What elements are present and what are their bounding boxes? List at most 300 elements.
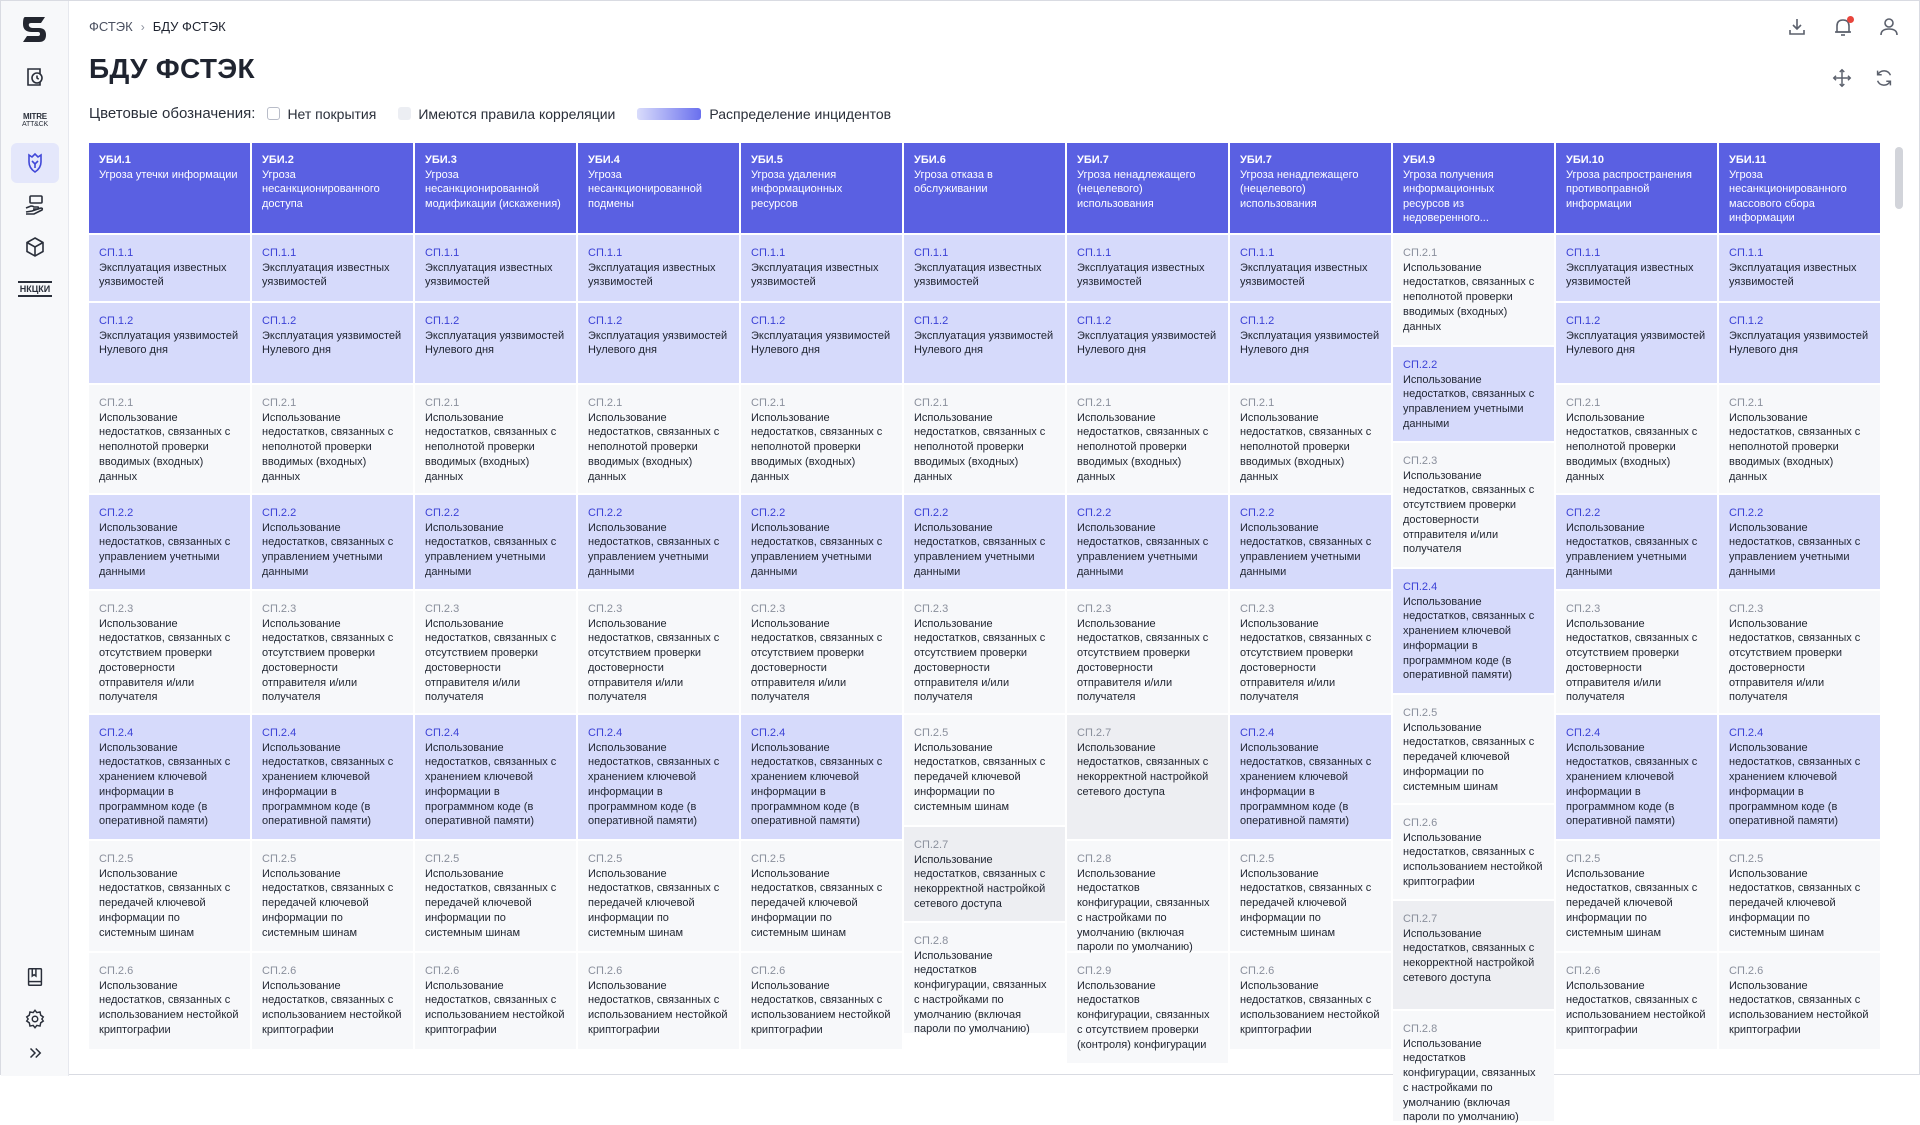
method-name: Использование недостатков, связанных с отсутствием проверки достоверности отправителя и/или получателя — [1729, 617, 1861, 704]
method-code: СП.1.1 — [425, 247, 460, 259]
column-header[interactable] — [1556, 143, 1717, 233]
method-code: СП.2.3 — [751, 603, 786, 615]
method-code: СП.2.2 — [1240, 507, 1275, 519]
method-code: СП.2.3 — [1240, 603, 1275, 615]
matrix-cell[interactable] — [89, 715, 250, 839]
method-name: Использование недостатков, связанных с отсутствием проверки достоверности отправителя и/или получателя — [914, 617, 1046, 704]
method-code: СП.1.1 — [1566, 247, 1601, 259]
matrix-cell[interactable] — [741, 495, 902, 589]
matrix-cell[interactable] — [1393, 1011, 1554, 1124]
color-legend — [89, 105, 913, 122]
method-code: СП.2.2 — [751, 507, 786, 519]
method-name: Эксплуатация уязвимостей Нулевого дня — [99, 329, 239, 357]
method-name: Использование недостатков, связанных с использованием нестойкой криптографии — [99, 979, 239, 1036]
threat-code: УБИ.11 — [1729, 154, 1767, 166]
method-code: СП.2.6 — [262, 965, 297, 977]
matrix-cell[interactable] — [415, 495, 576, 589]
matrix-cell[interactable] — [741, 591, 902, 713]
matrix-column — [252, 143, 413, 1121]
matrix-cell[interactable] — [89, 841, 250, 951]
matrix-cell[interactable] — [904, 495, 1065, 589]
method-code: СП.2.3 — [1566, 603, 1601, 615]
matrix-cell[interactable] — [1067, 495, 1228, 589]
method-code: СП.1.2 — [914, 315, 949, 327]
method-name: Использование недостатков конфигурации, связанных с настройками по умолчанию (включая пароли по умолчанию) — [1077, 867, 1210, 954]
method-code: СП.2.2 — [425, 507, 460, 519]
method-code: СП.2.4 — [99, 727, 134, 739]
method-code: СП.2.3 — [588, 603, 623, 615]
method-code: СП.2.7 — [1403, 913, 1438, 925]
matrix-cell[interactable] — [1556, 715, 1717, 839]
matrix-cell[interactable] — [1556, 841, 1717, 951]
method-name: Эксплуатация известных уязвимостей — [1566, 261, 1694, 289]
matrix-cell[interactable] — [904, 385, 1065, 493]
threat-name: Угроза получения информационных ресурсов из недоверенного... — [1403, 168, 1495, 224]
sidebar-item-fstec[interactable] — [11, 143, 59, 183]
matrix-cell[interactable] — [578, 385, 739, 493]
method-code: СП.2.3 — [262, 603, 297, 615]
matrix-cell[interactable] — [1393, 569, 1554, 693]
nkcki-label: НКЦКИ — [18, 281, 53, 297]
method-code: СП.2.2 — [1566, 507, 1601, 519]
matrix-cell[interactable] — [1230, 385, 1391, 493]
matrix-cell[interactable] — [415, 235, 576, 301]
method-code: СП.2.1 — [914, 397, 949, 409]
user-profile-button[interactable] — [1877, 15, 1901, 39]
gear-icon — [24, 1008, 46, 1030]
matrix-cell[interactable] — [741, 303, 902, 383]
method-name: Использование недостатков, связанных с управлением учетными данными — [425, 521, 557, 578]
matrix-cell[interactable] — [741, 715, 902, 839]
method-name: Использование недостатков, связанных с неполнотой проверки вводимых (входных) данных — [588, 411, 720, 483]
method-name: Использование недостатков, связанных с отсутствием проверки достоверности отправителя и/или получателя — [1566, 617, 1698, 704]
threat-code: УБИ.1 — [99, 154, 131, 166]
method-name: Использование недостатков, связанных с передачей ключевой информации по системным шинам — [1566, 867, 1698, 939]
method-name: Использование недостатков, связанных с управлением учетными данными — [262, 521, 394, 578]
method-code: СП.2.4 — [1240, 727, 1275, 739]
mitre-label: MITRE — [23, 112, 47, 121]
matrix-cell[interactable] — [1719, 715, 1880, 839]
method-code: СП.2.3 — [99, 603, 134, 615]
matrix-cell[interactable] — [904, 235, 1065, 301]
double-chevron-right-icon — [26, 1044, 44, 1062]
eagle-shield-icon — [23, 151, 47, 175]
matrix-cell[interactable] — [415, 715, 576, 839]
method-code: СП.2.6 — [425, 965, 460, 977]
matrix-column — [89, 143, 250, 1121]
legend-item-no-coverage — [267, 106, 376, 122]
method-code: СП.2.8 — [1403, 1023, 1438, 1035]
matrix-cell[interactable] — [89, 385, 250, 493]
method-name: Использование недостатков, связанных с управлением учетными данными — [1566, 521, 1698, 578]
method-code: СП.2.6 — [1566, 965, 1601, 977]
matrix-column — [1230, 143, 1391, 1121]
threat-name: Угроза несанкционированной модификации (искажения) — [425, 168, 561, 210]
matrix-cell[interactable] — [741, 841, 902, 951]
method-name: Использование недостатков, связанных с управлением учетными данными — [99, 521, 231, 578]
method-code: СП.2.3 — [914, 603, 949, 615]
sidebar — [1, 1, 69, 1076]
matrix-cell[interactable] — [578, 235, 739, 301]
matrix-cell[interactable] — [1393, 901, 1554, 1009]
method-code: СП.2.2 — [262, 507, 297, 519]
method-code: СП.2.5 — [914, 727, 949, 739]
download-icon — [1785, 15, 1809, 39]
method-code: СП.1.2 — [1566, 315, 1601, 327]
method-name: Использование недостатков, связанных с неполнотой проверки вводимых (входных) данных — [914, 411, 1046, 483]
matrix-cell[interactable] — [89, 303, 250, 383]
matrix-cell[interactable] — [1556, 953, 1717, 1049]
matrix-column — [1556, 143, 1717, 1121]
method-code: СП.1.1 — [262, 247, 297, 259]
matrix-cell[interactable] — [1719, 841, 1880, 951]
column-header[interactable] — [741, 143, 902, 233]
matrix-cell[interactable] — [415, 953, 576, 1049]
method-code: СП.1.1 — [1240, 247, 1275, 259]
method-name: Использование недостатков, связанных с отсутствием проверки достоверности отправителя и/или получателя — [425, 617, 557, 704]
matrix-cell[interactable] — [1067, 841, 1228, 954]
matrix-cell[interactable] — [1230, 495, 1391, 589]
method-name: Использование недостатков, связанных с неполнотой проверки вводимых (входных) данных — [1240, 411, 1372, 483]
column-header[interactable] — [252, 143, 413, 233]
column-header[interactable] — [1067, 143, 1228, 233]
matrix-cell[interactable] — [1393, 695, 1554, 803]
matrix-cell[interactable] — [252, 841, 413, 951]
matrix-cell[interactable] — [1067, 715, 1228, 839]
method-code: СП.2.6 — [1729, 965, 1764, 977]
threat-name: Угроза несанкционированной подмены — [588, 168, 702, 210]
method-code: СП.1.2 — [588, 315, 623, 327]
matrix-cell[interactable] — [1719, 385, 1880, 493]
matrix-cell[interactable] — [1230, 591, 1391, 713]
matrix-column — [741, 143, 902, 1121]
matrix-cell[interactable] — [904, 923, 1065, 1036]
method-name: Использование недостатков, связанных с отсутствием проверки достоверности отправителя и/или получателя — [99, 617, 231, 704]
method-code: СП.2.3 — [1403, 455, 1438, 467]
column-header[interactable] — [415, 143, 576, 233]
matrix-cell[interactable] — [904, 591, 1065, 713]
method-code: СП.2.8 — [914, 935, 949, 947]
method-code: СП.2.6 — [751, 965, 786, 977]
method-name: Использование недостатков, связанных с управлением учетными данными — [1077, 521, 1209, 578]
method-name: Использование недостатков, связанных с использованием нестойкой криптографии — [751, 979, 891, 1036]
sidebar-item-threats[interactable] — [11, 57, 59, 97]
method-code: СП.1.1 — [1729, 247, 1764, 259]
method-code: СП.2.1 — [99, 397, 134, 409]
method-code: СП.1.2 — [425, 315, 460, 327]
matrix-cell[interactable] — [1556, 303, 1717, 383]
matrix-cell[interactable] — [1719, 591, 1880, 713]
legend-swatch-has-rules — [398, 107, 411, 120]
method-code: СП.2.1 — [262, 397, 297, 409]
method-code: СП.1.1 — [99, 247, 134, 259]
matrix-cell[interactable] — [1067, 953, 1228, 1063]
matrix-column — [1393, 143, 1554, 1124]
refresh-button[interactable] — [1873, 67, 1897, 91]
notification-badge — [1847, 16, 1854, 23]
matrix-cell[interactable] — [1719, 235, 1880, 301]
matrix-cell[interactable] — [1719, 303, 1880, 383]
matrix-cell[interactable] — [89, 591, 250, 713]
method-name: Использование недостатков, связанных с неполнотой проверки вводимых (входных) данных — [99, 411, 231, 483]
matrix-cell[interactable] — [89, 495, 250, 589]
move-button[interactable] — [1831, 67, 1855, 91]
method-code: СП.2.6 — [1403, 817, 1438, 829]
method-code: СП.2.2 — [99, 507, 134, 519]
matrix-cell[interactable] — [1230, 715, 1391, 839]
method-name: Эксплуатация известных уязвимостей — [914, 261, 1042, 289]
column-header[interactable] — [1719, 143, 1880, 233]
method-code: СП.2.1 — [1240, 397, 1275, 409]
method-code: СП.2.6 — [99, 965, 134, 977]
method-name: Использование недостатков, связанных с управлением учетными данными — [1240, 521, 1372, 578]
matrix-cell[interactable] — [578, 715, 739, 839]
method-name: Использование недостатков конфигурации, связанных с настройками по умолчанию (включая пароли по умолчанию) — [914, 949, 1047, 1036]
matrix-cell[interactable] — [415, 841, 576, 951]
method-name: Эксплуатация известных уязвимостей — [1240, 261, 1368, 289]
column-header[interactable] — [1393, 143, 1554, 233]
threat-code: УБИ.4 — [588, 154, 620, 166]
matrix-column — [415, 143, 576, 1121]
method-code: СП.2.2 — [1729, 507, 1764, 519]
method-name: Использование недостатков, связанных с использованием нестойкой криптографии — [1729, 979, 1869, 1036]
matrix-cell[interactable] — [1393, 805, 1554, 899]
method-name: Использование недостатков, связанных с использованием нестойкой криптографии — [1403, 831, 1543, 888]
method-name: Использование недостатков, связанных с отсутствием проверки достоверности отправителя и/или получателя — [1240, 617, 1372, 704]
method-code: СП.2.8 — [1077, 853, 1112, 865]
method-name: Эксплуатация уязвимостей Нулевого дня — [262, 329, 402, 357]
method-code: СП.2.4 — [262, 727, 297, 739]
method-code: СП.2.4 — [1729, 727, 1764, 739]
matrix-cell[interactable] — [1230, 841, 1391, 951]
cube-icon — [23, 235, 47, 259]
method-code: СП.2.5 — [1403, 707, 1438, 719]
method-name: Использование недостатков, связанных с управлением учетными данными — [1729, 521, 1861, 578]
method-code: СП.2.5 — [1240, 853, 1275, 865]
threat-name: Угроза отказа в обслуживании — [914, 168, 993, 195]
method-name: Использование недостатков, связанных с неполнотой проверки вводимых (входных) данных — [1566, 411, 1698, 483]
method-name: Использование недостатков, связанных с передачей ключевой информации по системным шинам — [751, 867, 883, 939]
matrix-cell[interactable] — [1230, 303, 1391, 383]
method-code: СП.2.5 — [1566, 853, 1601, 865]
threat-matrix-grid — [89, 143, 1879, 1124]
method-name: Использование недостатков, связанных с хранением ключевой информации в программном коде (в оперативной памяти) — [262, 741, 394, 828]
matrix-cell[interactable] — [415, 385, 576, 493]
matrix-cell[interactable] — [252, 303, 413, 383]
method-name: Эксплуатация уязвимостей Нулевого дня — [914, 329, 1054, 357]
method-code: СП.1.2 — [751, 315, 786, 327]
method-name: Использование недостатков, связанных с использованием нестойкой криптографии — [425, 979, 565, 1036]
breadcrumb — [89, 19, 226, 34]
method-name: Использование недостатков, связанных с использованием нестойкой криптографии — [262, 979, 402, 1036]
matrix-cell[interactable] — [415, 303, 576, 383]
method-name: Использование недостатков, связанных с неполнотой проверки вводимых (входных) данных — [1729, 411, 1861, 483]
matrix-cell[interactable] — [252, 495, 413, 589]
method-code: СП.1.2 — [1240, 315, 1275, 327]
threat-code: УБИ.2 — [262, 154, 294, 166]
matrix-cell[interactable] — [1067, 591, 1228, 713]
method-code: СП.2.4 — [1566, 727, 1601, 739]
method-name: Эксплуатация уязвимостей Нулевого дня — [1240, 329, 1380, 357]
method-code: СП.2.6 — [1240, 965, 1275, 977]
method-code: СП.2.5 — [751, 853, 786, 865]
method-code: СП.2.1 — [1729, 397, 1764, 409]
column-header[interactable] — [1230, 143, 1391, 233]
matrix-cell[interactable] — [904, 827, 1065, 921]
matrix-cell[interactable] — [578, 953, 739, 1049]
matrix-cell[interactable] — [252, 591, 413, 713]
matrix-cell[interactable] — [1556, 385, 1717, 493]
sidebar-item-knowledge[interactable] — [11, 957, 59, 997]
method-code: СП.2.4 — [588, 727, 623, 739]
matrix-cell[interactable] — [741, 235, 902, 301]
matrix-cell[interactable] — [1393, 347, 1554, 441]
method-name: Использование недостатков, связанных с управлением учетными данными — [588, 521, 720, 578]
method-name: Использование недостатков конфигурации, связанных с настройками по умолчанию (включая пароли по умолчанию) — [1403, 1037, 1536, 1124]
matrix-cell[interactable] — [1556, 495, 1717, 589]
method-name: Использование недостатков, связанных с хранением ключевой информации в программном коде (в оперативной памяти) — [588, 741, 720, 828]
method-code: СП.1.1 — [751, 247, 786, 259]
matrix-cell[interactable] — [1230, 235, 1391, 301]
matrix-cell[interactable] — [578, 495, 739, 589]
book-icon — [24, 966, 46, 988]
brand-s-logo[interactable] — [17, 11, 53, 47]
method-code: СП.2.7 — [914, 839, 949, 851]
matrix-cell[interactable] — [578, 841, 739, 951]
method-code: СП.2.3 — [1729, 603, 1764, 615]
method-name: Использование недостатков, связанных с использованием нестойкой криптографии — [1240, 979, 1380, 1036]
matrix-cell[interactable] — [904, 303, 1065, 383]
matrix-cell[interactable] — [1719, 495, 1880, 589]
attack-label: ATT&CK — [22, 121, 48, 128]
threat-code: УБИ.10 — [1566, 154, 1604, 166]
download-button[interactable] — [1785, 15, 1809, 39]
method-code: СП.2.5 — [99, 853, 134, 865]
method-name: Использование недостатков, связанных с передачей ключевой информации по системным шинам — [262, 867, 394, 939]
method-name: Эксплуатация известных уязвимостей — [751, 261, 879, 289]
matrix-cell[interactable] — [252, 235, 413, 301]
vertical-scrollbar-track[interactable] — [1893, 143, 1905, 1039]
matrix-column — [904, 143, 1065, 1121]
threat-code: УБИ.3 — [425, 154, 457, 166]
method-name: Использование недостатков, связанных с управлением учетными данными — [1403, 373, 1535, 430]
column-header[interactable] — [904, 143, 1065, 233]
method-code: СП.2.2 — [914, 507, 949, 519]
method-name: Использование недостатков, связанных с отсутствием проверки достоверности отправителя и/или получателя — [588, 617, 720, 704]
matrix-cell[interactable] — [89, 235, 250, 301]
matrix-cell[interactable] — [578, 303, 739, 383]
column-header[interactable] — [578, 143, 739, 233]
matrix-cell[interactable] — [741, 953, 902, 1049]
method-code: СП.2.1 — [1566, 397, 1601, 409]
method-name: Использование недостатков, связанных с некорректной настройкой сетевого доступа — [1403, 927, 1535, 984]
threat-code: УБИ.9 — [1403, 154, 1435, 166]
method-code: СП.2.5 — [1729, 853, 1764, 865]
matrix-cell[interactable] — [578, 591, 739, 713]
matrix-cell[interactable] — [1067, 385, 1228, 493]
method-name: Эксплуатация известных уязвимостей — [588, 261, 716, 289]
method-name: Использование недостатков, связанных с отсутствием проверки достоверности отправителя и/или получателя — [751, 617, 883, 704]
matrix-cell[interactable] — [415, 591, 576, 713]
threat-code: УБИ.7 — [1077, 154, 1109, 166]
method-name: Эксплуатация уязвимостей Нулевого дня — [751, 329, 891, 357]
method-name: Использование недостатков, связанных с хранением ключевой информации в программном коде (в оперативной памяти) — [99, 741, 231, 828]
matrix-cell[interactable] — [252, 385, 413, 493]
method-code: СП.1.2 — [1077, 315, 1112, 327]
threat-code: УБИ.7 — [1240, 154, 1272, 166]
method-code: СП.2.6 — [588, 965, 623, 977]
method-code: СП.2.5 — [262, 853, 297, 865]
matrix-cell[interactable] — [252, 953, 413, 1049]
method-code: СП.1.1 — [588, 247, 623, 259]
matrix-cell[interactable] — [1230, 953, 1391, 1049]
matrix-cell[interactable] — [741, 385, 902, 493]
method-code: СП.2.4 — [425, 727, 460, 739]
sidebar-item-mitre-attack[interactable] — [11, 101, 59, 141]
method-code: СП.1.2 — [262, 315, 297, 327]
method-name: Эксплуатация уязвимостей Нулевого дня — [588, 329, 728, 357]
matrix-cell[interactable] — [1393, 235, 1554, 345]
method-code: СП.2.3 — [425, 603, 460, 615]
matrix-cell[interactable] — [252, 715, 413, 839]
matrix-cell[interactable] — [1067, 235, 1228, 301]
method-name: Использование недостатков, связанных с отсутствием проверки достоверности отправителя и/или получателя — [1077, 617, 1209, 704]
hand-stack-icon — [23, 193, 47, 217]
matrix-cell[interactable] — [904, 715, 1065, 825]
method-name: Использование недостатков, связанных с отсутствием проверки достоверности отправителя и/или получателя — [262, 617, 394, 704]
notifications-button[interactable] — [1831, 15, 1855, 39]
method-name: Использование недостатков, связанных с хранением ключевой информации в программном коде (в оперативной памяти) — [1403, 595, 1535, 682]
method-code: СП.2.1 — [588, 397, 623, 409]
matrix-cell[interactable] — [1393, 443, 1554, 567]
method-code: СП.2.1 — [751, 397, 786, 409]
breadcrumb-root-link[interactable]: ФСТЭК — [89, 19, 133, 34]
page-title: БДУ ФСТЭК — [89, 53, 255, 84]
method-code: СП.2.1 — [425, 397, 460, 409]
method-name: Использование недостатков, связанных с передачей ключевой информации по системным шинам — [425, 867, 557, 939]
method-name: Использование недостатков, связанных с использованием нестойкой криптографии — [588, 979, 728, 1036]
sidebar-item-assets[interactable] — [11, 227, 59, 267]
legend-swatch-incidents-gradient — [637, 108, 701, 120]
method-name: Использование недостатков, связанных с неполнотой проверки вводимых (входных) данных — [1403, 261, 1535, 333]
threat-name: Угроза несанкционированного массового сбора информации — [1729, 168, 1847, 224]
method-name: Эксплуатация известных уязвимостей — [1729, 261, 1857, 289]
matrix-column — [1067, 143, 1228, 1121]
method-name: Эксплуатация известных уязвимостей — [1077, 261, 1205, 289]
method-name: Использование недостатков, связанных с передачей ключевой информации по системным шинам — [1240, 867, 1372, 939]
matrix-cell[interactable] — [1556, 235, 1717, 301]
sidebar-item-nkcki[interactable] — [11, 269, 59, 309]
matrix-cell[interactable] — [1556, 591, 1717, 713]
sidebar-item-responses[interactable] — [11, 185, 59, 225]
matrix-cell[interactable] — [89, 953, 250, 1049]
method-name: Эксплуатация уязвимостей Нулевого дня — [425, 329, 565, 357]
move-arrows-icon — [1831, 67, 1853, 89]
method-code: СП.2.7 — [1077, 727, 1112, 739]
vertical-scrollbar-thumb[interactable] — [1895, 147, 1903, 209]
method-name: Использование недостатков, связанных с неполнотой проверки вводимых (входных) данных — [751, 411, 883, 483]
method-name: Использование недостатков, связанных с передачей ключевой информации по системным шинам — [588, 867, 720, 939]
column-header[interactable] — [89, 143, 250, 233]
method-code: СП.2.1 — [1077, 397, 1112, 409]
matrix-cell[interactable] — [1067, 303, 1228, 383]
sidebar-expand-button[interactable] — [11, 1033, 59, 1073]
method-code: СП.2.9 — [1077, 965, 1112, 977]
threat-name: Угроза удаления информационных ресурсов — [751, 168, 843, 210]
method-code: СП.1.2 — [1729, 315, 1764, 327]
matrix-cell[interactable] — [1719, 953, 1880, 1049]
legend-item-has-rules — [398, 106, 615, 122]
